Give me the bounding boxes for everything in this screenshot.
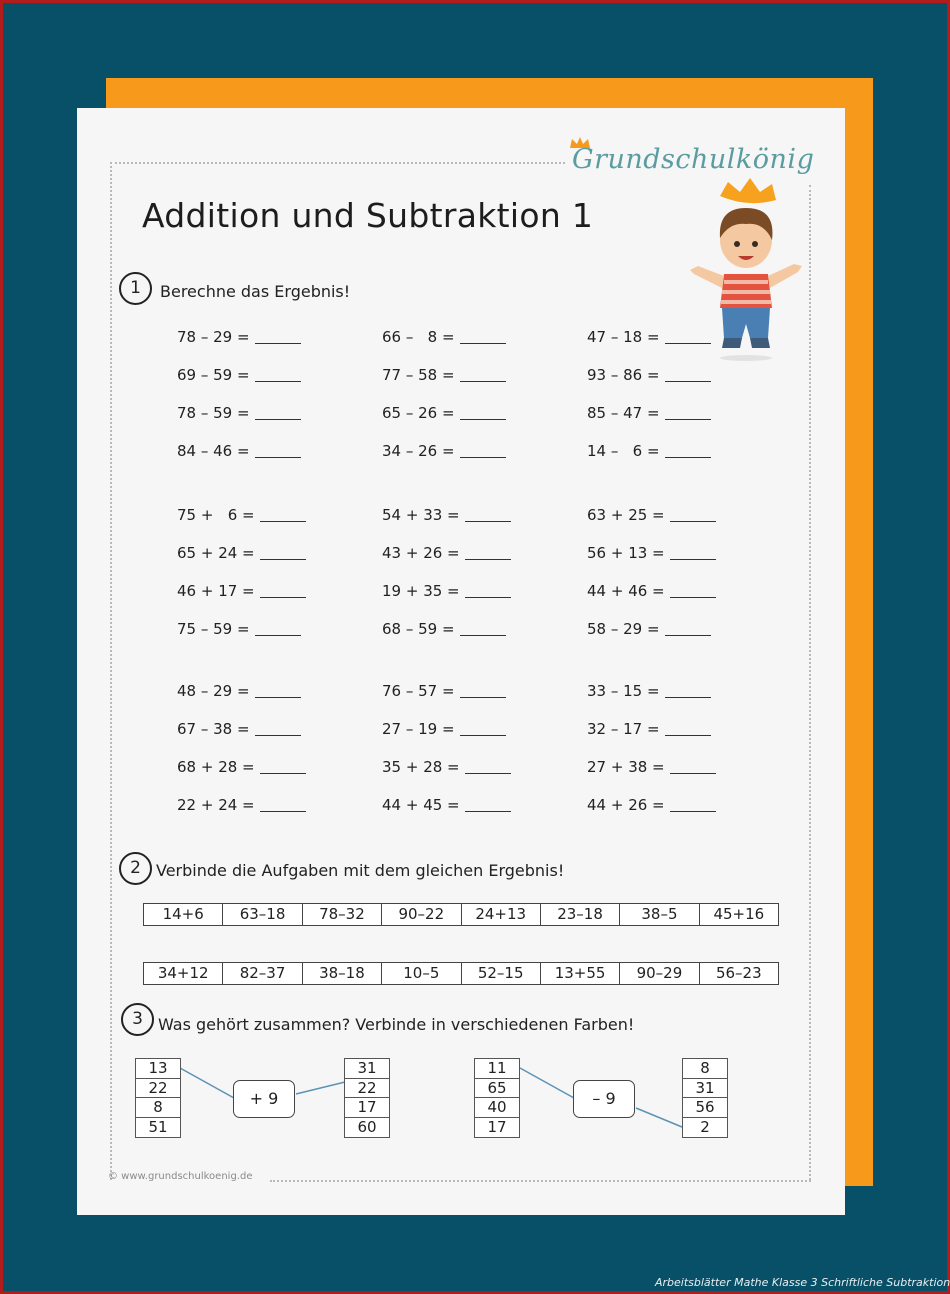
image-caption: Arbeitsblätter Mathe Klasse 3 Schriftliche Subtraktion [655,1276,950,1289]
number-cell[interactable]: 40 [475,1098,519,1118]
problem-text: 27 – 19 = [382,720,455,738]
problem-text: 47 – 18 = [587,328,660,346]
match-cell[interactable]: 38–18 [303,963,382,984]
match-cell[interactable]: 10–5 [382,963,461,984]
number-cell[interactable]: 60 [357,1117,377,1136]
match-cell[interactable]: 52–15 [462,963,541,984]
task1-instruction: Berechne das Ergebnis! [160,282,351,301]
match-cell[interactable]: 13+55 [541,963,620,984]
problem-text: 58 – 29 = [587,620,660,638]
problem-text: 75 + 6 = [177,506,255,524]
match-cell[interactable]: 90–29 [620,963,699,984]
number-cell[interactable]: 31 [683,1079,727,1099]
number-cell[interactable]: 17 [487,1117,507,1136]
match-cell[interactable]: 23–18 [541,904,620,925]
number-cell[interactable]: 13 [136,1059,180,1079]
match-cell[interactable]: 56–23 [715,964,762,982]
problem-text: 68 – 59 = [382,620,455,638]
problem-text: 34 – 26 = [382,442,455,460]
problem-text: 56 + 13 = [587,544,665,562]
problem-text: 35 + 28 = [382,758,460,776]
problem-text: 78 – 59 = [177,404,250,422]
match-cell[interactable]: 82–37 [223,963,302,984]
task3-a-right-column [344,1058,390,1138]
problem-text: 22 + 24 = [177,796,255,814]
problem-text: 67 – 38 = [177,720,250,738]
problem-text: 93 – 86 = [587,366,660,384]
problem-text: 19 + 35 = [382,582,460,600]
problem-text: 33 – 15 = [587,682,660,700]
number-cell[interactable]: 22 [345,1079,389,1099]
problem-text: 44 + 45 = [382,796,460,814]
number-cell[interactable]: 11 [475,1059,519,1079]
match-cell[interactable]: 63–18 [223,904,302,925]
task3-instruction: Was gehört zusammen? Verbinde in verschiedenen Farben! [158,1015,635,1034]
problem-text: 77 – 58 = [382,366,455,384]
task-number-2: 2 [119,852,152,885]
problem-text: 78 – 29 = [177,328,250,346]
problem-text: 32 – 17 = [587,720,660,738]
problem-text: 76 – 57 = [382,682,455,700]
number-cell[interactable]: 51 [148,1117,168,1136]
problem-text: 68 + 28 = [177,758,255,776]
problem-text: 46 + 17 = [177,582,255,600]
match-cell[interactable]: 90–22 [382,904,461,925]
problem-text: 85 – 47 = [587,404,660,422]
problem-text: 66 – 8 = [382,328,455,346]
task3-b-left-column [474,1058,520,1138]
problem-text: 14 – 6 = [587,442,660,460]
problem-text: 75 – 59 = [177,620,250,638]
number-cell[interactable]: 2 [700,1117,710,1136]
problem-text: 84 – 46 = [177,442,250,460]
task3-b-operator: – 9 [573,1080,635,1118]
problem-text: 44 + 46 = [587,582,665,600]
match-cell[interactable]: 38–5 [620,904,699,925]
brand-logo: Grundschulkönig [572,144,815,175]
match-cell[interactable]: 24+13 [462,904,541,925]
problem-text: 48 – 29 = [177,682,250,700]
problem-text: 63 + 25 = [587,506,665,524]
task3-a-left-column [135,1058,181,1138]
number-cell[interactable]: 17 [345,1098,389,1118]
match-cell[interactable]: 78–32 [303,904,382,925]
problem-text: 69 – 59 = [177,366,250,384]
task2-instruction: Verbinde die Aufgaben mit dem gleichen Ergebnis! [156,861,565,880]
number-cell[interactable]: 31 [345,1059,389,1079]
match-cell[interactable]: 14+6 [144,904,223,925]
number-cell[interactable]: 8 [683,1059,727,1079]
number-cell[interactable]: 8 [136,1098,180,1118]
number-cell[interactable]: 65 [475,1079,519,1099]
task3-b-right-column [682,1058,728,1138]
match-cell[interactable]: 45+16 [713,905,765,923]
match-cell[interactable]: 34+12 [144,963,223,984]
problem-text: 65 + 24 = [177,544,255,562]
task-number-1: 1 [119,272,152,305]
task3-a-operator: + 9 [233,1080,295,1118]
problem-text: 44 + 26 = [587,796,665,814]
number-cell[interactable]: 56 [683,1098,727,1118]
problem-text: 54 + 33 = [382,506,460,524]
problem-text: 27 + 38 = [587,758,665,776]
page-title: Addition und Subtraktion 1 [142,196,594,235]
task-number-3: 3 [121,1003,154,1036]
number-cell[interactable]: 22 [136,1079,180,1099]
problem-text: 43 + 26 = [382,544,460,562]
problem-text: 65 – 26 = [382,404,455,422]
footer-url: © www.grundschulkoenig.de [108,1171,253,1182]
